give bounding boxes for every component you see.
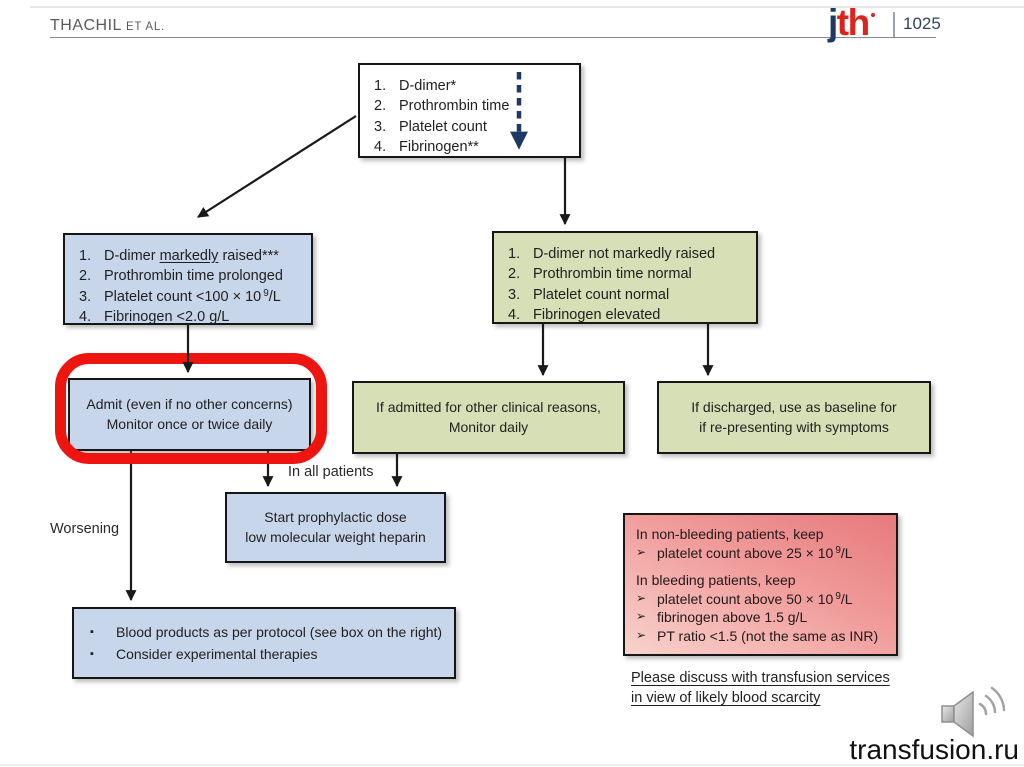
group-title: In non-bleeding patients, keep — [636, 526, 824, 542]
list-item: 4. Fibrinogen <2.0 g/L — [79, 308, 230, 325]
page-number-separator — [893, 12, 895, 37]
blood-products-box — [72, 607, 456, 679]
group-title: In bleeding patients, keep — [636, 572, 796, 589]
arrowhead-bullet-icon: ➢ — [636, 609, 647, 624]
heparin-box: Start prophylactic dose low molecular weight heparin — [225, 492, 446, 563]
square-bullet-icon: ▪ — [90, 626, 94, 638]
list-item: ➢ platelet count above 50 × 10 $^9$/L — [636, 590, 853, 607]
admit-box: Admit (even if no other concerns) Monitor once or twice daily — [68, 378, 311, 451]
discharged-box: If discharged, use as baseline for if re-presenting with symptoms — [657, 381, 931, 454]
watermark-link[interactable]: transfusion.ru — [849, 734, 1019, 765]
square-bullet-icon: ▪ — [90, 647, 94, 660]
list-item: 1. D-dimer markedly raised*** — [79, 248, 279, 264]
list-item: 3. Platelet count normal — [508, 286, 670, 303]
slide-top-edge — [30, 6, 1024, 8]
admitted-other-box: If admitted for other clinical reasons, Monitor daily — [352, 381, 625, 454]
list-item: 3. Platelet count — [374, 118, 487, 135]
list-item: 2. Prothrombin time normal — [508, 266, 692, 283]
list-item: ➢ platelet count above 25 × 10 $^9$/L — [636, 544, 853, 561]
list-item: 3. Platelet count <100 × 10 $^9$/L — [79, 287, 281, 305]
list-item: 1. D-dimer not markedly raised — [508, 246, 716, 262]
header-rule — [50, 37, 880, 38]
header-etal: ET AL. — [121, 21, 166, 33]
normal-results-box — [492, 231, 758, 324]
page-number-rule — [878, 37, 936, 38]
list-item: ➢ fibrinogen above 1.5 g/L — [636, 609, 808, 626]
label-in-all-patients: In all patients — [288, 464, 374, 480]
jth-journal-logo: jth — [828, 4, 869, 41]
list-item: 4. Fibrinogen elevated — [508, 306, 661, 323]
red-highlight-ring — [55, 353, 327, 464]
list-item: 2. Prothrombin time prolonged — [79, 268, 283, 285]
abnormal-results-box — [63, 233, 313, 325]
list-item: ▪ Consider experimental therapies — [90, 644, 448, 666]
list-item: ▪ Blood products as per protocol (see box on the right) — [90, 622, 448, 644]
arrowhead-bullet-icon: ➢ — [636, 544, 647, 559]
connector-tests-to-abnormal — [198, 116, 356, 217]
header-authors: THACHIL ET AL. — [50, 17, 166, 34]
list-item: 1. D-dimer* — [374, 78, 457, 94]
arrowhead-bullet-icon: ➢ — [636, 628, 647, 643]
list-item: 2. Prothrombin time — [374, 98, 510, 115]
list-item: ➢ PT ratio <1.5 (not the same as INR) — [636, 628, 879, 645]
list-item: 4. Fibrinogen** — [374, 138, 479, 155]
page-number: 1025 — [903, 14, 941, 33]
discuss-transfusion-note: Please discuss with transfusion services in view of likely blood scarcity — [631, 670, 890, 706]
arrowhead-bullet-icon: ➢ — [636, 590, 647, 605]
initial-tests-box — [358, 63, 581, 158]
transfusion-targets-box — [623, 513, 898, 656]
label-worsening: Worsening — [50, 521, 120, 537]
logo-dot — [871, 13, 875, 17]
